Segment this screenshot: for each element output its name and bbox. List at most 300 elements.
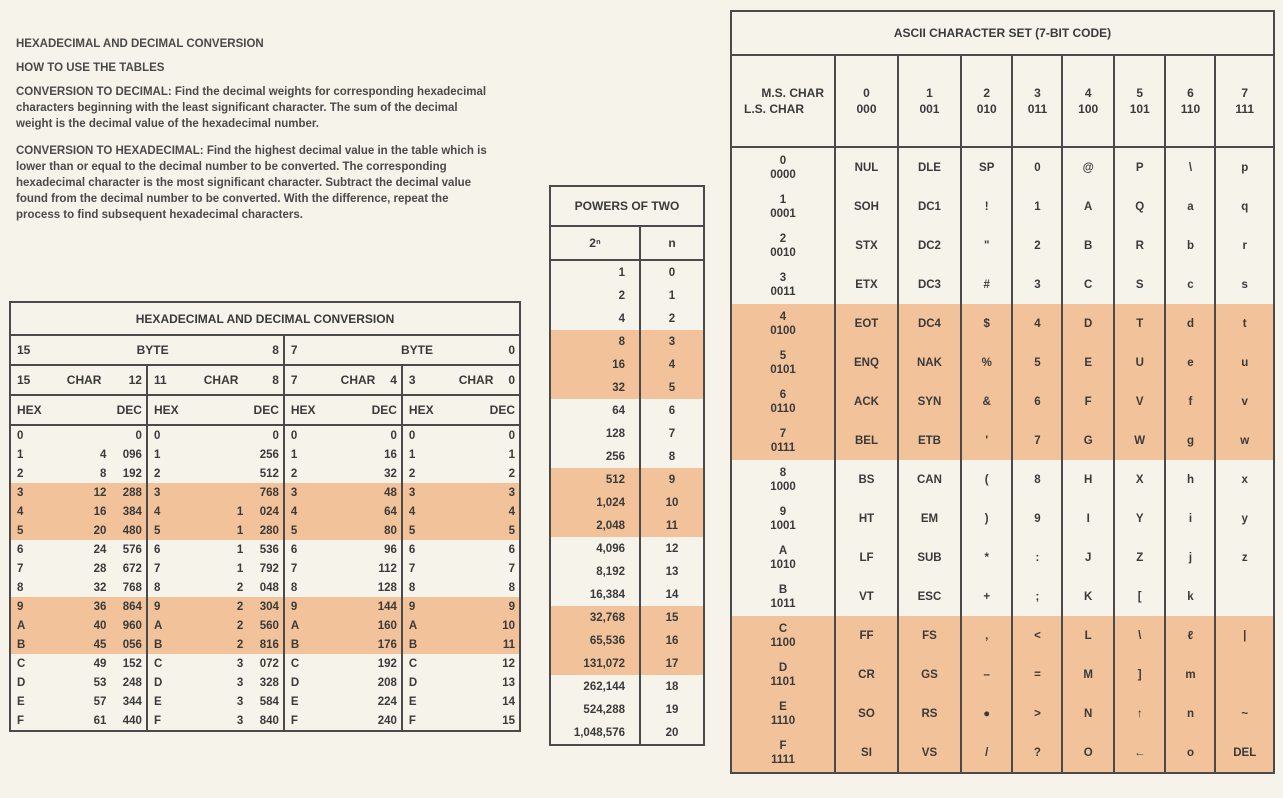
ascii-row [731, 616, 1274, 655]
dec-thousands: 28 [93, 562, 107, 575]
hex-cell: D [17, 676, 26, 689]
hex-cell: 3 [290, 486, 298, 499]
ascii-char-cell: e [1165, 343, 1215, 382]
byte-right-label: BYTE [401, 343, 434, 357]
hex-cell: 8 [408, 581, 416, 594]
col-digit: 5 [1136, 86, 1144, 100]
powers-row [550, 284, 704, 307]
ascii-row [731, 147, 1274, 187]
hex-cell: 5 [290, 524, 298, 537]
ascii-char-cell: DEL [1215, 733, 1274, 773]
hex-cell: 4 [408, 505, 416, 518]
ascii-char-cell: 9 [1012, 499, 1062, 538]
ascii-char-cell: CR [835, 655, 898, 694]
ascii-char-cell: ( [961, 460, 1013, 499]
power-exponent: 1 [668, 289, 676, 302]
dec-cell: 14 [502, 695, 515, 708]
ascii-row [731, 499, 1274, 538]
hex-cell: 2 [290, 467, 298, 480]
dec-units: 536 [247, 540, 284, 559]
ascii-char-cell: ! [961, 187, 1013, 226]
intro-text [16, 36, 491, 234]
ascii-char-cell: NAK [898, 343, 961, 382]
ascii-char-cell: q [1241, 200, 1249, 213]
char-lo: 12 [110, 365, 147, 395]
intro-heading: HEXADECIMAL AND DECIMAL CONVERSION [16, 38, 264, 50]
dec-thousands: 3 [236, 695, 244, 708]
row-bits: 0100 [770, 324, 796, 337]
row-bits: 0001 [770, 207, 796, 220]
ascii-char-cell: m [1165, 655, 1215, 694]
ascii-char-cell: ? [1012, 733, 1062, 773]
ascii-char-cell: s [1241, 278, 1248, 291]
byte-left-label: BYTE [136, 343, 169, 357]
power-value: 512 [550, 468, 640, 491]
powers-body [550, 260, 704, 745]
dec-thousands: 1 [236, 505, 244, 518]
dec-units: 344 [110, 692, 147, 711]
hex-cell: 8 [17, 581, 24, 594]
col-digit: 7 [1241, 86, 1249, 100]
hex-cell: 9 [17, 600, 24, 613]
powers-row [550, 560, 704, 583]
ascii-char-cell: T [1114, 304, 1166, 343]
ascii-char-cell: ] [1114, 655, 1166, 694]
ascii-char-cell: GS [898, 655, 961, 694]
row-bits: 1111 [771, 753, 795, 766]
hex-cell: 4 [153, 505, 161, 518]
dec-thousands: 2 [236, 600, 244, 613]
ascii-col-header [1215, 55, 1274, 147]
ascii-col-header [1012, 55, 1062, 147]
row-bits: 1000 [770, 480, 796, 493]
dec-cell: 64 [332, 502, 402, 521]
dec-thousands: 57 [93, 695, 107, 708]
powers-title: POWERS OF TWO [550, 186, 704, 226]
hex-cell: 9 [290, 600, 298, 613]
dec-cell: 10 [502, 619, 515, 632]
power-value: 1 [550, 260, 640, 284]
dec-thousands: 49 [93, 657, 107, 670]
ascii-char-cell: NUL [835, 147, 898, 187]
ascii-char-cell: 4 [1012, 304, 1062, 343]
row-bits: 0101 [770, 363, 796, 376]
powers-row [550, 537, 704, 560]
power-value: 256 [550, 445, 640, 468]
powers-row [550, 399, 704, 422]
dec-units: 512 [247, 464, 284, 483]
dec-cell: 6 [508, 543, 515, 556]
ascii-char-cell: STX [835, 226, 898, 265]
hexdec-row [10, 597, 520, 616]
ascii-char-cell: = [1012, 655, 1062, 694]
ascii-row [731, 226, 1274, 265]
hex-cell: A [153, 619, 163, 632]
col-digit: 0 [863, 86, 870, 100]
powers-row [550, 675, 704, 698]
ascii-char-cell: DC4 [898, 304, 961, 343]
hexdec-row [10, 673, 520, 692]
dec-units: 048 [247, 578, 284, 597]
ascii-char-cell: ) [961, 499, 1013, 538]
power-value: 1,024 [550, 491, 640, 514]
ascii-char-cell: DC2 [898, 226, 961, 265]
ascii-char-cell: a [1165, 187, 1215, 226]
ascii-char-cell: SOH [835, 187, 898, 226]
char-hi: 15 [17, 373, 31, 387]
dec-thousands: 20 [93, 524, 107, 537]
hex-col-label: HEX [153, 403, 179, 417]
dec-cell: 96 [332, 540, 402, 559]
dec-col-label: DEC [332, 395, 402, 425]
ascii-char-cell: # [961, 265, 1013, 304]
hex-cell: 2 [17, 467, 24, 480]
col-bits: 011 [1027, 102, 1048, 116]
byte-left-lo: 8 [247, 335, 284, 365]
hex-cell: F [153, 714, 161, 727]
ascii-char-cell: + [961, 577, 1013, 616]
dec-thousands: 4 [99, 448, 107, 461]
dec-thousands: 61 [93, 714, 107, 727]
char-label: CHAR [203, 373, 239, 387]
byte-left-hi: 15 [17, 343, 31, 357]
ascii-char-cell [1215, 577, 1274, 616]
ascii-char-cell: w [1215, 421, 1274, 460]
intro-howto: HOW TO USE THE TABLES [16, 62, 165, 74]
powers-of-two-table [549, 185, 705, 746]
hexdec-row [10, 616, 520, 635]
hex-cell: E [17, 695, 25, 708]
dec-units: 768 [110, 578, 147, 597]
powers-row [550, 376, 704, 399]
dec-cell: 0 [332, 425, 402, 445]
power-value: 2,048 [550, 514, 640, 537]
ascii-row [731, 343, 1274, 382]
ascii-char-cell: 8 [1012, 460, 1062, 499]
ascii-char-cell: O [1062, 733, 1114, 773]
row-bits: 1101 [770, 675, 796, 688]
hexdec-row [10, 711, 520, 731]
hexdec-row [10, 578, 520, 597]
ascii-char-cell: ~ [1215, 694, 1274, 733]
ascii-row-header [731, 694, 835, 733]
row-bits: 0000 [770, 168, 796, 181]
power-value: 2 [550, 284, 640, 307]
hex-cell: 3 [153, 486, 161, 499]
ascii-char-cell: BEL [835, 421, 898, 460]
dec-cell: 8 [508, 581, 515, 594]
dec-units: 560 [247, 616, 284, 635]
ascii-char-cell: VT [835, 577, 898, 616]
ascii-char-cell: / [961, 733, 1013, 773]
power-exponent: 19 [665, 703, 679, 716]
col-bits: 101 [1129, 102, 1150, 116]
ascii-row [731, 460, 1274, 499]
ascii-char-cell: Y [1114, 499, 1166, 538]
ascii-char-cell: A [1062, 187, 1114, 226]
ascii-char-cell: FS [898, 616, 961, 655]
hexdec-char-row [10, 365, 520, 395]
row-digit: 0 [779, 154, 787, 167]
power-value: 16,384 [550, 583, 640, 606]
col-digit: 2 [983, 86, 991, 100]
hex-cell: 0 [408, 429, 416, 442]
col-bits: 001 [919, 102, 940, 116]
ascii-char-cell: ● [961, 694, 1013, 733]
ascii-char-cell: L [1062, 616, 1114, 655]
power-value: 32 [550, 376, 640, 399]
ascii-char-cell: Z [1114, 538, 1166, 577]
ascii-character-set-table [730, 10, 1275, 774]
ascii-char-cell: @ [1062, 147, 1114, 187]
row-digit: E [779, 700, 787, 713]
row-digit: A [778, 544, 788, 557]
char-lo: 4 [384, 365, 402, 395]
ascii-char-cell: 5 [1012, 343, 1062, 382]
powers-row [550, 721, 704, 745]
hex-cell: 5 [153, 524, 161, 537]
ascii-char-cell: EOT [835, 304, 898, 343]
power-value: 64 [550, 399, 640, 422]
power-value: 4 [550, 307, 640, 330]
ascii-char-cell: SP [961, 147, 1013, 187]
power-exponent: 17 [665, 657, 679, 670]
powers-row [550, 307, 704, 330]
char-hi: 7 [290, 373, 298, 387]
row-digit: C [778, 622, 788, 635]
ascii-row-header [731, 343, 835, 382]
char-lo: 8 [247, 365, 284, 395]
ascii-char-cell: ; [1012, 577, 1062, 616]
ascii-char-cell: h [1165, 460, 1215, 499]
char-label: CHAR [340, 373, 376, 387]
hexdec-row [10, 502, 520, 521]
ascii-row [731, 187, 1274, 226]
dec-units: 192 [110, 464, 147, 483]
ascii-row-header [731, 226, 835, 265]
ascii-row [731, 382, 1274, 421]
dec-cell: 7 [508, 562, 515, 575]
ascii-char-cell: ESC [898, 577, 961, 616]
ascii-char-cell: 2 [1012, 226, 1062, 265]
power-value: 262,144 [550, 675, 640, 698]
hex-cell: 1 [153, 448, 161, 461]
hexdec-row [10, 464, 520, 483]
ascii-char-cell: G [1062, 421, 1114, 460]
dec-thousands [195, 445, 247, 464]
row-bits: 1100 [770, 636, 796, 649]
conversion-to-hex-text: CONVERSION TO HEXADECIMAL: Find the highest decimal value in the table which is lower than or equal to the decimal number to be converted. The corresponding hexadecimal character is the most significant character. Subtract the decimal value found from the decimal number to be converted. With the difference, repeat the process to find subsequent hexadecimal characters. [16, 145, 487, 221]
ascii-char-cell: LF [835, 538, 898, 577]
power-exponent: 3 [668, 335, 676, 348]
dec-units: 816 [247, 635, 284, 654]
ascii-char-cell: S [1114, 265, 1166, 304]
dec-units: 280 [247, 521, 284, 540]
hexdec-row [10, 483, 520, 502]
row-digit: 9 [779, 505, 787, 518]
row-bits: 0111 [770, 441, 796, 454]
dec-units: 0 [110, 425, 147, 445]
hex-cell: C [408, 657, 418, 670]
row-digit: B [778, 583, 788, 596]
row-digit: 5 [779, 349, 787, 362]
dec-cell: 11 [502, 638, 515, 651]
ascii-col-header [961, 55, 1013, 147]
dec-cell: 240 [332, 711, 402, 731]
hexdec-row [10, 521, 520, 540]
ascii-char-cell: ℓ [1165, 616, 1215, 655]
ascii-char-cell: , [961, 616, 1013, 655]
ascii-char-cell: – [961, 655, 1013, 694]
power-exponent: 13 [665, 565, 679, 578]
hexdec-body [10, 425, 520, 731]
hexdec-row [10, 559, 520, 578]
hex-cell: C [17, 657, 26, 670]
dec-thousands: 1 [236, 562, 244, 575]
ms-char-label: M.S. CHAR [761, 86, 824, 100]
ascii-char-cell: HT [835, 499, 898, 538]
ascii-char-cell: \ [1114, 616, 1166, 655]
col-bits: 010 [976, 102, 997, 116]
power-exponent: 9 [668, 473, 676, 486]
ascii-row-header [731, 265, 835, 304]
hex-col-label: HEX [290, 403, 316, 417]
ascii-char-cell: k [1165, 577, 1215, 616]
dec-units: 864 [110, 597, 147, 616]
ascii-char-cell: CAN [898, 460, 961, 499]
ascii-row-header [731, 616, 835, 655]
ascii-char-cell: ↑ [1114, 694, 1166, 733]
dec-cell: 208 [332, 673, 402, 692]
power-exponent: 10 [665, 496, 679, 509]
hex-cell: 9 [153, 600, 161, 613]
dec-thousands: 8 [99, 467, 107, 480]
ascii-char-cell: FF [835, 616, 898, 655]
ascii-corner [731, 55, 835, 147]
row-digit: D [778, 661, 788, 674]
hexdec-row [10, 692, 520, 711]
hex-col-label: HEX [408, 403, 434, 417]
ascii-char-cell: * [961, 538, 1013, 577]
ascii-char-cell: b [1165, 226, 1215, 265]
ascii-char-cell: ← [1114, 733, 1166, 773]
power-exponent: 18 [665, 680, 679, 693]
ascii-char-cell: ETB [898, 421, 961, 460]
hex-cell: 6 [290, 543, 298, 556]
hex-cell: 4 [17, 505, 24, 518]
hex-cell: C [290, 657, 300, 670]
power-value: 8 [550, 330, 640, 353]
dec-units: 440 [110, 711, 147, 731]
dec-thousands: 53 [93, 676, 107, 689]
dec-units: 792 [247, 559, 284, 578]
hex-cell: B [408, 638, 418, 651]
power-exponent: 20 [665, 726, 679, 739]
powers-row [550, 652, 704, 675]
dec-units: 152 [110, 654, 147, 673]
byte-right-lo: 0 [508, 343, 515, 357]
hex-col-label: HEX [17, 403, 42, 417]
ascii-char-cell: SUB [898, 538, 961, 577]
ascii-col-header [1114, 55, 1166, 147]
ascii-char-cell: B [1062, 226, 1114, 265]
dec-cell: 12 [502, 657, 515, 670]
ascii-char-cell: F [1062, 382, 1114, 421]
hex-cell: 1 [408, 448, 416, 461]
col-bits: 100 [1078, 102, 1099, 116]
ascii-body [731, 147, 1274, 773]
hex-cell: 0 [17, 429, 24, 442]
ascii-char-cell: t [1215, 304, 1274, 343]
row-bits: 1011 [770, 597, 796, 610]
hex-cell: A [290, 619, 300, 632]
dec-cell: 160 [332, 616, 402, 635]
power-value: 1,048,576 [550, 721, 640, 745]
dec-thousands [195, 425, 247, 445]
ascii-char-cell: J [1062, 538, 1114, 577]
ascii-row [731, 304, 1274, 343]
byte-right-hi: 7 [290, 343, 298, 357]
dec-thousands: 2 [236, 638, 244, 651]
hex-cell: A [408, 619, 418, 632]
ascii-char-cell: M [1062, 655, 1114, 694]
ascii-char-cell: DC3 [898, 265, 961, 304]
ascii-row-header [731, 733, 835, 773]
ascii-char-cell: R [1114, 226, 1166, 265]
dec-units: 096 [110, 445, 147, 464]
ascii-row [731, 655, 1274, 694]
dec-thousands: 1 [236, 543, 244, 556]
row-bits: 0110 [770, 402, 796, 415]
powers-row [550, 514, 704, 537]
hex-cell: E [408, 695, 417, 708]
powers-exponent-header: n [668, 236, 676, 250]
power-value: 4,096 [550, 537, 640, 560]
dec-thousands: 16 [93, 505, 107, 518]
power-exponent: 15 [665, 611, 679, 624]
hex-cell: 8 [290, 581, 298, 594]
dec-units: 0 [247, 425, 284, 445]
ascii-char-cell: y [1241, 512, 1248, 525]
ascii-char-cell: n [1165, 694, 1215, 733]
hex-cell: 7 [17, 562, 24, 575]
dec-units: 584 [247, 692, 284, 711]
row-digit: 6 [779, 388, 787, 401]
hex-cell: 7 [153, 562, 161, 575]
row-digit: 2 [779, 232, 787, 245]
ascii-row-header [731, 538, 835, 577]
hex-cell: F [17, 714, 25, 727]
ascii-char-cell: " [961, 226, 1013, 265]
ascii-row [731, 694, 1274, 733]
hex-cell: E [290, 695, 299, 708]
hexdec-row [10, 540, 520, 559]
dec-units: 072 [247, 654, 284, 673]
dec-thousands: 2 [236, 619, 244, 632]
dec-col-label: DEC [195, 395, 284, 425]
row-bits: 1001 [770, 519, 796, 532]
dec-cell: 3 [508, 486, 515, 499]
dec-cell: 192 [332, 654, 402, 673]
hexdec-row [10, 445, 520, 464]
col-digit: 3 [1034, 86, 1041, 100]
dec-units: 960 [110, 616, 147, 635]
dec-units: 304 [247, 597, 284, 616]
power-exponent: 0 [668, 266, 676, 279]
ascii-char-cell: EM [898, 499, 961, 538]
power-exponent: 4 [668, 358, 676, 371]
power-exponent: 8 [668, 450, 676, 463]
